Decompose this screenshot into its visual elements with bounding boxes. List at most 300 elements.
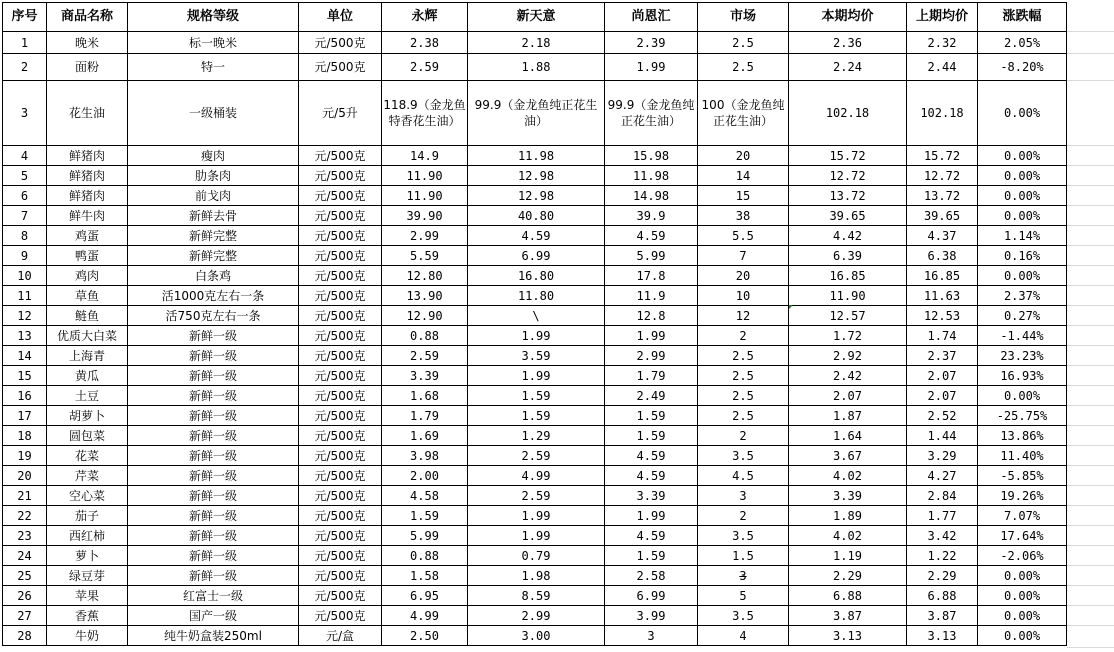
cell-previous-avg[interactable]: 2.84 — [907, 486, 978, 506]
cell-yonghui[interactable]: 11.90 — [382, 166, 468, 186]
cell-spec-grade[interactable]: 新鲜一级 — [128, 366, 299, 386]
cell-xintianyi[interactable]: 0.79 — [468, 546, 605, 566]
cell-index[interactable]: 5 — [3, 166, 47, 186]
cell-current-avg[interactable]: 2.29 — [789, 566, 907, 586]
cell-spec-grade[interactable]: 活1000克左右一条 — [128, 286, 299, 306]
cell-spec-grade[interactable]: 新鲜一级 — [128, 466, 299, 486]
cell-change-pct[interactable]: 17.64% — [978, 526, 1067, 546]
cell-product-name[interactable]: 茄子 — [47, 506, 128, 526]
cell-unit[interactable]: 元/500克 — [299, 466, 382, 486]
cell-shangenhui[interactable]: 1.59 — [605, 406, 698, 426]
cell-product-name[interactable]: 鲜猪肉 — [47, 146, 128, 166]
header-shangenhui[interactable]: 尚恩汇 — [605, 3, 698, 32]
cell-change-pct[interactable]: 0.00% — [978, 146, 1067, 166]
cell-xintianyi[interactable]: 12.98 — [468, 186, 605, 206]
header-yonghui[interactable]: 永辉 — [382, 3, 468, 32]
cell-previous-avg[interactable]: 2.37 — [907, 346, 978, 366]
cell-product-name[interactable]: 上海青 — [47, 346, 128, 366]
cell-previous-avg[interactable]: 11.63 — [907, 286, 978, 306]
cell-product-name[interactable]: 圆包菜 — [47, 426, 128, 446]
cell-unit[interactable]: 元/500克 — [299, 186, 382, 206]
cell-market[interactable]: 7 — [698, 246, 789, 266]
cell-previous-avg[interactable]: 2.29 — [907, 566, 978, 586]
cell-yonghui[interactable]: 0.88 — [382, 546, 468, 566]
cell-xintianyi[interactable]: 11.98 — [468, 146, 605, 166]
cell-spec-grade[interactable]: 新鲜一级 — [128, 486, 299, 506]
cell-xintianyi[interactable]: 2.59 — [468, 486, 605, 506]
cell-market[interactable]: 20 — [698, 146, 789, 166]
cell-market[interactable]: 3.5 — [698, 606, 789, 626]
cell-xintianyi[interactable]: 1.99 — [468, 366, 605, 386]
cell-change-pct[interactable]: 23.23% — [978, 346, 1067, 366]
cell-previous-avg[interactable]: 2.44 — [907, 54, 978, 81]
cell-spec-grade[interactable]: 新鲜一级 — [128, 506, 299, 526]
cell-current-avg[interactable]: 2.24 — [789, 54, 907, 81]
cell-change-pct[interactable]: 0.00% — [978, 266, 1067, 286]
cell-yonghui[interactable]: 2.38 — [382, 32, 468, 54]
cell-shangenhui[interactable]: 15.98 — [605, 146, 698, 166]
cell-xintianyi[interactable]: 3.00 — [468, 626, 605, 646]
cell-shangenhui[interactable]: 4.59 — [605, 226, 698, 246]
cell-previous-avg[interactable]: 1.74 — [907, 326, 978, 346]
cell-unit[interactable]: 元/500克 — [299, 446, 382, 466]
cell-xintianyi[interactable]: 1.99 — [468, 326, 605, 346]
cell-index[interactable]: 7 — [3, 206, 47, 226]
cell-product-name[interactable]: 鸡肉 — [47, 266, 128, 286]
cell-current-avg[interactable]: 3.39 — [789, 486, 907, 506]
cell-change-pct[interactable]: 19.26% — [978, 486, 1067, 506]
cell-xintianyi[interactable]: 4.59 — [468, 226, 605, 246]
cell-xintianyi[interactable]: 2.99 — [468, 606, 605, 626]
cell-yonghui[interactable]: 1.69 — [382, 426, 468, 446]
cell-unit[interactable]: 元/500克 — [299, 246, 382, 266]
cell-index[interactable]: 12 — [3, 306, 47, 326]
cell-index[interactable]: 27 — [3, 606, 47, 626]
cell-product-name[interactable]: 优质大白菜 — [47, 326, 128, 346]
cell-xintianyi[interactable]: 4.99 — [468, 466, 605, 486]
cell-shangenhui[interactable]: 3.39 — [605, 486, 698, 506]
cell-xintianyi[interactable]: \ — [468, 306, 605, 326]
cell-previous-avg[interactable]: 1.77 — [907, 506, 978, 526]
cell-market[interactable]: 2 — [698, 506, 789, 526]
cell-change-pct[interactable]: -1.44% — [978, 326, 1067, 346]
cell-yonghui[interactable]: 2.50 — [382, 626, 468, 646]
cell-change-pct[interactable]: 2.05% — [978, 32, 1067, 54]
header-xintianyi[interactable]: 新天意 — [468, 3, 605, 32]
cell-current-avg[interactable]: 39.65 — [789, 206, 907, 226]
cell-current-avg[interactable]: 1.19 — [789, 546, 907, 566]
cell-previous-avg[interactable]: 3.87 — [907, 606, 978, 626]
cell-previous-avg[interactable]: 1.44 — [907, 426, 978, 446]
cell-previous-avg[interactable]: 15.72 — [907, 146, 978, 166]
header-product-name[interactable]: 商品名称 — [47, 3, 128, 32]
cell-change-pct[interactable]: 11.40% — [978, 446, 1067, 466]
cell-market[interactable]: 12 — [698, 306, 789, 326]
cell-product-name[interactable]: 土豆 — [47, 386, 128, 406]
cell-xintianyi[interactable]: 16.80 — [468, 266, 605, 286]
cell-current-avg[interactable]: 11.90 — [789, 286, 907, 306]
cell-xintianyi[interactable]: 1.59 — [468, 386, 605, 406]
cell-shangenhui[interactable]: 2.49 — [605, 386, 698, 406]
cell-xintianyi[interactable]: 8.59 — [468, 586, 605, 606]
cell-index[interactable]: 6 — [3, 186, 47, 206]
cell-spec-grade[interactable]: 纯牛奶盒装250ml — [128, 626, 299, 646]
cell-spec-grade[interactable]: 新鲜完整 — [128, 246, 299, 266]
cell-current-avg[interactable]: 2.42 — [789, 366, 907, 386]
cell-spec-grade[interactable]: 白条鸡 — [128, 266, 299, 286]
cell-spec-grade[interactable]: 新鲜一级 — [128, 406, 299, 426]
cell-xintianyi[interactable]: 11.80 — [468, 286, 605, 306]
cell-index[interactable]: 8 — [3, 226, 47, 246]
cell-market[interactable]: 4.5 — [698, 466, 789, 486]
cell-previous-avg[interactable]: 12.53 — [907, 306, 978, 326]
cell-index[interactable]: 28 — [3, 626, 47, 646]
cell-unit[interactable]: 元/500克 — [299, 486, 382, 506]
cell-unit[interactable]: 元/500克 — [299, 406, 382, 426]
cell-shangenhui[interactable]: 11.98 — [605, 166, 698, 186]
cell-yonghui[interactable]: 3.98 — [382, 446, 468, 466]
cell-spec-grade[interactable]: 特一 — [128, 54, 299, 81]
cell-current-avg[interactable]: 13.72 — [789, 186, 907, 206]
cell-yonghui[interactable]: 1.59 — [382, 506, 468, 526]
cell-current-avg[interactable]: 1.87 — [789, 406, 907, 426]
cell-yonghui[interactable]: 5.59 — [382, 246, 468, 266]
cell-yonghui[interactable]: 6.95 — [382, 586, 468, 606]
cell-index[interactable]: 18 — [3, 426, 47, 446]
cell-shangenhui[interactable]: 4.59 — [605, 466, 698, 486]
cell-current-avg[interactable]: 6.88 — [789, 586, 907, 606]
cell-shangenhui[interactable]: 4.59 — [605, 446, 698, 466]
cell-index[interactable]: 4 — [3, 146, 47, 166]
cell-market[interactable]: 5 — [698, 586, 789, 606]
cell-index[interactable]: 26 — [3, 586, 47, 606]
cell-product-name[interactable]: 胡萝卜 — [47, 406, 128, 426]
cell-unit[interactable]: 元/500克 — [299, 366, 382, 386]
cell-market[interactable]: 2.5 — [698, 54, 789, 81]
cell-shangenhui[interactable]: 1.99 — [605, 326, 698, 346]
cell-market[interactable]: 14 — [698, 166, 789, 186]
cell-shangenhui[interactable]: 39.9 — [605, 206, 698, 226]
cell-yonghui[interactable]: 3.39 — [382, 366, 468, 386]
cell-spec-grade[interactable]: 肋条肉 — [128, 166, 299, 186]
cell-shangenhui[interactable]: 1.99 — [605, 54, 698, 81]
cell-previous-avg[interactable]: 2.52 — [907, 406, 978, 426]
cell-market[interactable]: 2.5 — [698, 346, 789, 366]
cell-yonghui[interactable]: 5.99 — [382, 526, 468, 546]
cell-change-pct[interactable]: 1.14% — [978, 226, 1067, 246]
cell-product-name[interactable]: 萝卜 — [47, 546, 128, 566]
cell-index[interactable]: 1 — [3, 32, 47, 54]
cell-spec-grade[interactable]: 国产一级 — [128, 606, 299, 626]
cell-index[interactable]: 10 — [3, 266, 47, 286]
cell-change-pct[interactable]: 0.16% — [978, 246, 1067, 266]
cell-previous-avg[interactable]: 3.29 — [907, 446, 978, 466]
cell-market[interactable]: 3 — [698, 566, 789, 586]
cell-product-name[interactable]: 牛奶 — [47, 626, 128, 646]
cell-product-name[interactable]: 晚米 — [47, 32, 128, 54]
cell-spec-grade[interactable]: 前戈肉 — [128, 186, 299, 206]
header-unit[interactable]: 单位 — [299, 3, 382, 32]
cell-product-name[interactable]: 空心菜 — [47, 486, 128, 506]
cell-current-avg[interactable]: 1.64 — [789, 426, 907, 446]
cell-shangenhui[interactable]: 11.9 — [605, 286, 698, 306]
cell-previous-avg[interactable]: 16.85 — [907, 266, 978, 286]
cell-current-avg[interactable]: 3.67 — [789, 446, 907, 466]
cell-index[interactable]: 13 — [3, 326, 47, 346]
cell-index[interactable]: 21 — [3, 486, 47, 506]
cell-market[interactable]: 20 — [698, 266, 789, 286]
cell-product-name[interactable]: 绿豆芽 — [47, 566, 128, 586]
cell-shangenhui[interactable]: 6.99 — [605, 586, 698, 606]
cell-index[interactable]: 17 — [3, 406, 47, 426]
header-spec-grade[interactable]: 规格等级 — [128, 3, 299, 32]
cell-shangenhui[interactable]: 4.59 — [605, 526, 698, 546]
cell-current-avg[interactable]: 2.92 — [789, 346, 907, 366]
cell-spec-grade[interactable]: 新鲜一级 — [128, 326, 299, 346]
cell-shangenhui[interactable]: 5.99 — [605, 246, 698, 266]
cell-shangenhui[interactable]: 2.99 — [605, 346, 698, 366]
cell-index[interactable]: 14 — [3, 346, 47, 366]
cell-spec-grade[interactable]: 新鲜一级 — [128, 566, 299, 586]
cell-change-pct[interactable]: -2.06% — [978, 546, 1067, 566]
cell-index[interactable]: 22 — [3, 506, 47, 526]
cell-yonghui[interactable]: 4.58 — [382, 486, 468, 506]
cell-change-pct[interactable]: 0.00% — [978, 81, 1067, 146]
cell-current-avg[interactable]: 16.85 — [789, 266, 907, 286]
cell-yonghui[interactable]: 39.90 — [382, 206, 468, 226]
cell-current-avg[interactable]: 4.02 — [789, 526, 907, 546]
cell-shangenhui[interactable]: 3 — [605, 626, 698, 646]
cell-unit[interactable]: 元/500克 — [299, 32, 382, 54]
cell-unit[interactable]: 元/500克 — [299, 506, 382, 526]
cell-spec-grade[interactable]: 新鲜去骨 — [128, 206, 299, 226]
cell-market[interactable]: 3 — [698, 486, 789, 506]
cell-product-name[interactable]: 芹菜 — [47, 466, 128, 486]
cell-shangenhui[interactable]: 14.98 — [605, 186, 698, 206]
cell-previous-avg[interactable]: 2.07 — [907, 366, 978, 386]
cell-previous-avg[interactable]: 3.42 — [907, 526, 978, 546]
cell-xintianyi[interactable]: 1.98 — [468, 566, 605, 586]
cell-change-pct[interactable]: 0.00% — [978, 386, 1067, 406]
cell-previous-avg[interactable]: 4.37 — [907, 226, 978, 246]
cell-market[interactable]: 4 — [698, 626, 789, 646]
cell-change-pct[interactable]: 0.00% — [978, 626, 1067, 646]
cell-spec-grade[interactable]: 新鲜一级 — [128, 546, 299, 566]
cell-yonghui[interactable]: 4.99 — [382, 606, 468, 626]
cell-yonghui[interactable]: 2.99 — [382, 226, 468, 246]
cell-yonghui[interactable]: 12.90 — [382, 306, 468, 326]
cell-previous-avg[interactable]: 39.65 — [907, 206, 978, 226]
cell-shangenhui[interactable]: 3.99 — [605, 606, 698, 626]
cell-index[interactable]: 20 — [3, 466, 47, 486]
cell-unit[interactable]: 元/500克 — [299, 526, 382, 546]
cell-yonghui[interactable]: 13.90 — [382, 286, 468, 306]
cell-xintianyi[interactable]: 40.80 — [468, 206, 605, 226]
cell-change-pct[interactable]: 0.27% — [978, 306, 1067, 326]
cell-unit[interactable]: 元/500克 — [299, 386, 382, 406]
cell-product-name[interactable]: 鲜牛肉 — [47, 206, 128, 226]
cell-spec-grade[interactable]: 新鲜完整 — [128, 226, 299, 246]
cell-spec-grade[interactable]: 标一晚米 — [128, 32, 299, 54]
cell-unit[interactable]: 元/500克 — [299, 426, 382, 446]
cell-xintianyi[interactable]: 1.59 — [468, 406, 605, 426]
cell-change-pct[interactable]: -5.85% — [978, 466, 1067, 486]
cell-product-name[interactable]: 鸭蛋 — [47, 246, 128, 266]
cell-index[interactable]: 23 — [3, 526, 47, 546]
cell-market[interactable]: 100（金龙鱼纯正花生油） — [698, 81, 789, 146]
cell-product-name[interactable]: 苹果 — [47, 586, 128, 606]
cell-xintianyi[interactable]: 2.18 — [468, 32, 605, 54]
cell-spec-grade[interactable]: 新鲜一级 — [128, 426, 299, 446]
cell-index[interactable]: 15 — [3, 366, 47, 386]
cell-yonghui[interactable]: 1.79 — [382, 406, 468, 426]
cell-current-avg[interactable]: 12.72 — [789, 166, 907, 186]
cell-xintianyi[interactable]: 6.99 — [468, 246, 605, 266]
cell-xintianyi[interactable]: 1.88 — [468, 54, 605, 81]
cell-yonghui[interactable]: 1.68 — [382, 386, 468, 406]
cell-index[interactable]: 3 — [3, 81, 47, 146]
cell-unit[interactable]: 元/500克 — [299, 566, 382, 586]
cell-index[interactable]: 11 — [3, 286, 47, 306]
cell-change-pct[interactable]: 2.37% — [978, 286, 1067, 306]
cell-change-pct[interactable]: 16.93% — [978, 366, 1067, 386]
cell-change-pct[interactable]: -8.20% — [978, 54, 1067, 81]
cell-current-avg[interactable]: 4.42 — [789, 226, 907, 246]
cell-index[interactable]: 25 — [3, 566, 47, 586]
cell-yonghui[interactable]: 2.00 — [382, 466, 468, 486]
cell-previous-avg[interactable]: 2.07 — [907, 386, 978, 406]
cell-product-name[interactable]: 鲜猪肉 — [47, 186, 128, 206]
header-change-pct[interactable]: 涨跌幅 — [978, 3, 1067, 32]
cell-current-avg[interactable]: 2.36 — [789, 32, 907, 54]
cell-change-pct[interactable]: -25.75% — [978, 406, 1067, 426]
cell-market[interactable]: 1.5 — [698, 546, 789, 566]
cell-spec-grade[interactable]: 活750克左右一条 — [128, 306, 299, 326]
cell-current-avg[interactable]: 3.13 — [789, 626, 907, 646]
cell-previous-avg[interactable]: 6.38 — [907, 246, 978, 266]
cell-unit[interactable]: 元/500克 — [299, 306, 382, 326]
cell-product-name[interactable]: 鲜猪肉 — [47, 166, 128, 186]
cell-yonghui[interactable]: 14.9 — [382, 146, 468, 166]
header-previous-avg[interactable]: 上期均价 — [907, 3, 978, 32]
cell-yonghui[interactable]: 2.59 — [382, 54, 468, 81]
cell-unit[interactable]: 元/500克 — [299, 266, 382, 286]
cell-unit[interactable]: 元/500克 — [299, 206, 382, 226]
cell-market[interactable]: 2.5 — [698, 366, 789, 386]
cell-product-name[interactable]: 黄瓜 — [47, 366, 128, 386]
cell-product-name[interactable]: 花生油 — [47, 81, 128, 146]
cell-index[interactable]: 9 — [3, 246, 47, 266]
cell-unit[interactable]: 元/500克 — [299, 166, 382, 186]
cell-current-avg[interactable]: 2.07 — [789, 386, 907, 406]
cell-market[interactable]: 15 — [698, 186, 789, 206]
cell-shangenhui[interactable]: 17.8 — [605, 266, 698, 286]
cell-xintianyi[interactable]: 3.59 — [468, 346, 605, 366]
cell-shangenhui[interactable]: 2.58 — [605, 566, 698, 586]
cell-market[interactable]: 2.5 — [698, 406, 789, 426]
cell-product-name[interactable]: 草鱼 — [47, 286, 128, 306]
cell-previous-avg[interactable]: 4.27 — [907, 466, 978, 486]
cell-unit[interactable]: 元/500克 — [299, 286, 382, 306]
cell-previous-avg[interactable]: 1.22 — [907, 546, 978, 566]
cell-shangenhui[interactable]: 2.39 — [605, 32, 698, 54]
cell-spec-grade[interactable]: 一级桶装 — [128, 81, 299, 146]
cell-previous-avg[interactable]: 13.72 — [907, 186, 978, 206]
cell-change-pct[interactable]: 7.07% — [978, 506, 1067, 526]
cell-unit[interactable]: 元/500克 — [299, 586, 382, 606]
cell-yonghui[interactable]: 118.9（金龙鱼特香花生油） — [382, 81, 468, 146]
cell-previous-avg[interactable]: 2.32 — [907, 32, 978, 54]
cell-current-avg[interactable]: 15.72 — [789, 146, 907, 166]
cell-previous-avg[interactable]: 102.18 — [907, 81, 978, 146]
cell-shangenhui[interactable]: 1.59 — [605, 426, 698, 446]
cell-market[interactable]: 3.5 — [698, 446, 789, 466]
cell-index[interactable]: 19 — [3, 446, 47, 466]
cell-unit[interactable]: 元/5升 — [299, 81, 382, 146]
cell-current-avg[interactable]: 12.57 — [789, 306, 907, 326]
cell-spec-grade[interactable]: 红富士一级 — [128, 586, 299, 606]
cell-market[interactable]: 5.5 — [698, 226, 789, 246]
cell-index[interactable]: 2 — [3, 54, 47, 81]
cell-xintianyi[interactable]: 2.59 — [468, 446, 605, 466]
cell-market[interactable]: 2.5 — [698, 386, 789, 406]
cell-spec-grade[interactable]: 瘦肉 — [128, 146, 299, 166]
cell-spec-grade[interactable]: 新鲜一级 — [128, 446, 299, 466]
cell-product-name[interactable]: 花菜 — [47, 446, 128, 466]
cell-yonghui[interactable]: 12.80 — [382, 266, 468, 286]
cell-current-avg[interactable]: 3.87 — [789, 606, 907, 626]
cell-shangenhui[interactable]: 99.9（金龙鱼纯正花生油） — [605, 81, 698, 146]
cell-current-avg[interactable]: 102.18 — [789, 81, 907, 146]
cell-xintianyi[interactable]: 99.9（金龙鱼纯正花生油） — [468, 81, 605, 146]
cell-spec-grade[interactable]: 新鲜一级 — [128, 346, 299, 366]
cell-change-pct[interactable]: 13.86% — [978, 426, 1067, 446]
cell-market[interactable]: 2 — [698, 426, 789, 446]
header-index[interactable]: 序号 — [3, 3, 47, 32]
cell-product-name[interactable]: 鲢鱼 — [47, 306, 128, 326]
cell-current-avg[interactable]: 1.72 — [789, 326, 907, 346]
cell-yonghui[interactable]: 1.58 — [382, 566, 468, 586]
cell-current-avg[interactable]: 4.02 — [789, 466, 907, 486]
cell-shangenhui[interactable]: 1.59 — [605, 546, 698, 566]
cell-unit[interactable]: 元/500克 — [299, 546, 382, 566]
cell-change-pct[interactable]: 0.00% — [978, 566, 1067, 586]
cell-market[interactable]: 2 — [698, 326, 789, 346]
cell-current-avg[interactable]: 1.89 — [789, 506, 907, 526]
cell-market[interactable]: 3.5 — [698, 526, 789, 546]
header-market[interactable]: 市场 — [698, 3, 789, 32]
cell-unit[interactable]: 元/500克 — [299, 226, 382, 246]
cell-yonghui[interactable]: 0.88 — [382, 326, 468, 346]
cell-xintianyi[interactable]: 1.99 — [468, 506, 605, 526]
cell-product-name[interactable]: 西红柿 — [47, 526, 128, 546]
cell-shangenhui[interactable]: 1.79 — [605, 366, 698, 386]
cell-xintianyi[interactable]: 12.98 — [468, 166, 605, 186]
header-current-avg[interactable]: 本期均价 — [789, 3, 907, 32]
cell-index[interactable]: 16 — [3, 386, 47, 406]
cell-xintianyi[interactable]: 1.29 — [468, 426, 605, 446]
cell-unit[interactable]: 元/500克 — [299, 346, 382, 366]
cell-unit[interactable]: 元/500克 — [299, 326, 382, 346]
cell-change-pct[interactable]: 0.00% — [978, 206, 1067, 226]
cell-change-pct[interactable]: 0.00% — [978, 186, 1067, 206]
cell-market[interactable]: 38 — [698, 206, 789, 226]
cell-product-name[interactable]: 面粉 — [47, 54, 128, 81]
cell-yonghui[interactable]: 2.59 — [382, 346, 468, 366]
cell-current-avg[interactable]: 6.39 — [789, 246, 907, 266]
cell-product-name[interactable]: 鸡蛋 — [47, 226, 128, 246]
cell-change-pct[interactable]: 0.00% — [978, 586, 1067, 606]
